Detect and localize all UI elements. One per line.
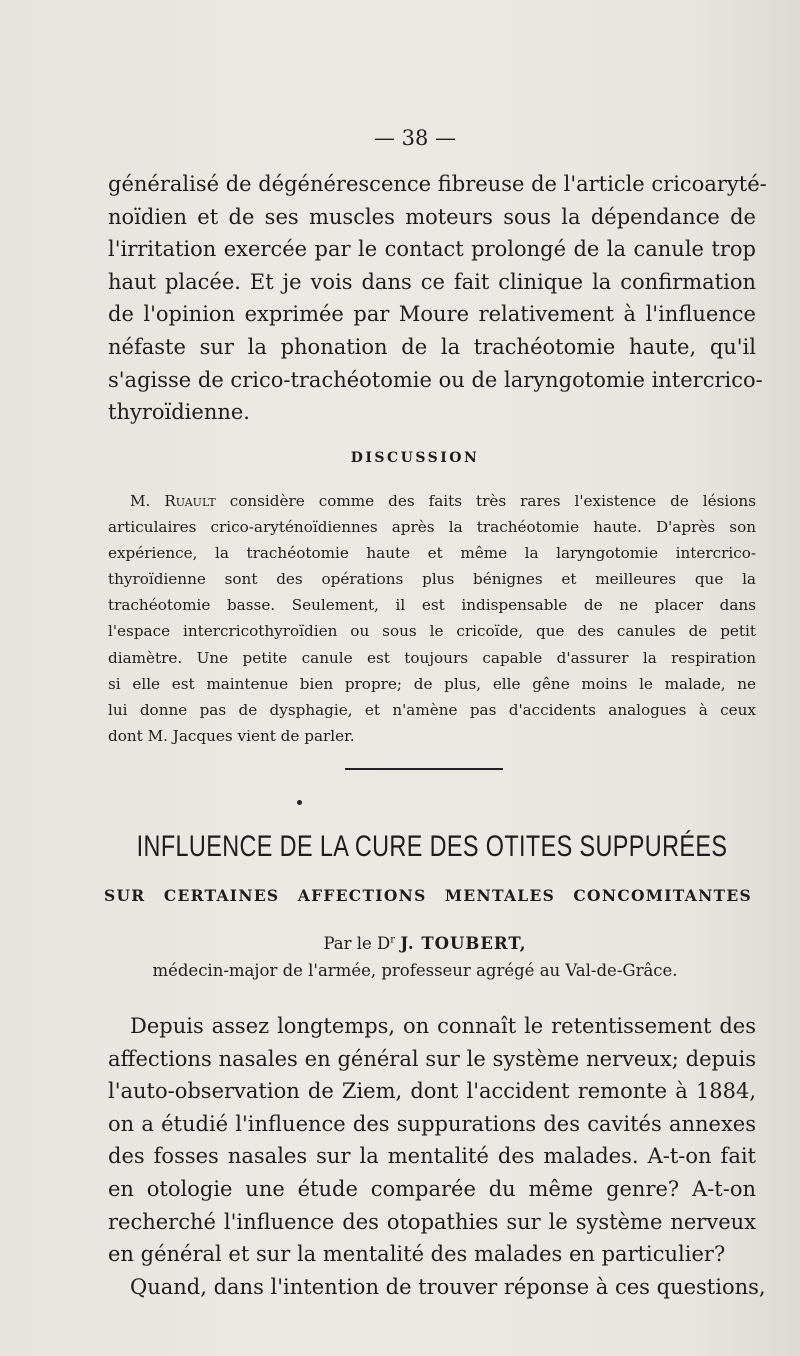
text-line: thyroïdienne.	[108, 400, 250, 425]
text-line: Depuis assez longtemps, on connaît le retentissement des	[130, 1014, 756, 1038]
article-body	[108, 1010, 766, 1303]
text-line: néfaste sur la phonation de la trachéotomie haute, qu'il	[108, 334, 756, 359]
text-line	[108, 488, 756, 514]
text-line: expérience, la trachéotomie haute et même la laryngotomie intercrico-	[108, 544, 756, 563]
speaker-name: Ruault	[164, 492, 216, 510]
text-line: articulaires crico-aryténoïdiennes après la trachéotomie haute. D'après son	[108, 518, 756, 537]
text-line: en otologie une étude comparée du même genre? A-t-on	[108, 1176, 756, 1201]
byline-sup: r	[390, 934, 396, 946]
text-line: lui donne pas de dysphagie, et n'amène pas d'accidents analogues à ceux	[108, 700, 756, 719]
text-line: s'agisse de crico-trachéotomie ou de laryngotomie intercrico-	[108, 367, 763, 392]
article-subtitle: SUR CERTAINES AFFECTIONS MENTALES CONCOMITANTES	[104, 886, 752, 905]
discussion-text	[108, 488, 756, 749]
text-line: l'auto-observation de Ziem, dont l'accident remonte à 1884,	[108, 1079, 756, 1104]
text-line: des fosses nasales sur la mentalité des malades. A-t-on fait	[108, 1144, 756, 1169]
text-line: l'irritation exercée par le contact prolongé de la canule trop	[108, 237, 756, 262]
text-line: thyroïdienne sont des opérations plus bénignes et meilleures que la	[108, 570, 756, 589]
author-byline	[0, 934, 800, 953]
text-line: généralisé de dégénérescence fibreuse de l'article cricoaryté-	[108, 172, 767, 196]
author-affiliation: médecin-major de l'armée, professeur agrégé au Val-de-Grâce.	[152, 961, 678, 980]
text-line: de l'opinion exprimée par Moure relativement à l'influence	[108, 302, 756, 327]
text-line: recherché l'influence des otopathies sur le système nerveux	[108, 1209, 756, 1234]
paragraph-continuation	[108, 168, 767, 429]
section-divider	[345, 768, 503, 770]
article-title	[136, 830, 728, 864]
text-line: noïdien et de ses muscles moteurs sous la dépendance de	[108, 204, 756, 229]
speaker-text: considère comme des faits très rares l'existence de lésions	[229, 492, 756, 510]
text-line: l'espace intercricothyroïdien ou sous le cricoïde, que des canules de petit	[108, 622, 756, 641]
text-line: on a étudié l'influence des suppurations des cavités annexes	[108, 1111, 756, 1136]
text-line: Quand, dans l'intention de trouver réponse à ces questions,	[130, 1274, 766, 1299]
article-title-text: INFLUENCE DE LA CURE DES OTITES SUPPURÉES	[136, 830, 728, 863]
text-line: en général et sur la mentalité des malades en particulier?	[108, 1242, 726, 1267]
text-line: diamètre. Une petite canule est toujours capable d'assurer la respiration	[108, 648, 756, 667]
text-line: si elle est maintenue bien propre; de plus, elle gêne moins le malade, ne	[108, 674, 756, 693]
text-line: dont M. Jacques vient de parler.	[108, 726, 355, 745]
author-name: J. TOUBERT,	[400, 934, 527, 953]
discussion-heading: DISCUSSION	[350, 450, 480, 466]
byline-prefix: Par le D	[323, 934, 391, 953]
text-line: trachéotomie basse. Seulement, il est indispensable de ne placer dans	[108, 596, 756, 615]
page-number: — 38 —	[373, 126, 457, 150]
ink-speck	[297, 800, 302, 805]
text-line: haut placée. Et je vois dans ce fait clinique la confirmation	[108, 269, 756, 294]
speaker-prefix: M.	[130, 492, 151, 510]
text-line: affections nasales en général sur le système nerveux; depuis	[108, 1046, 756, 1071]
